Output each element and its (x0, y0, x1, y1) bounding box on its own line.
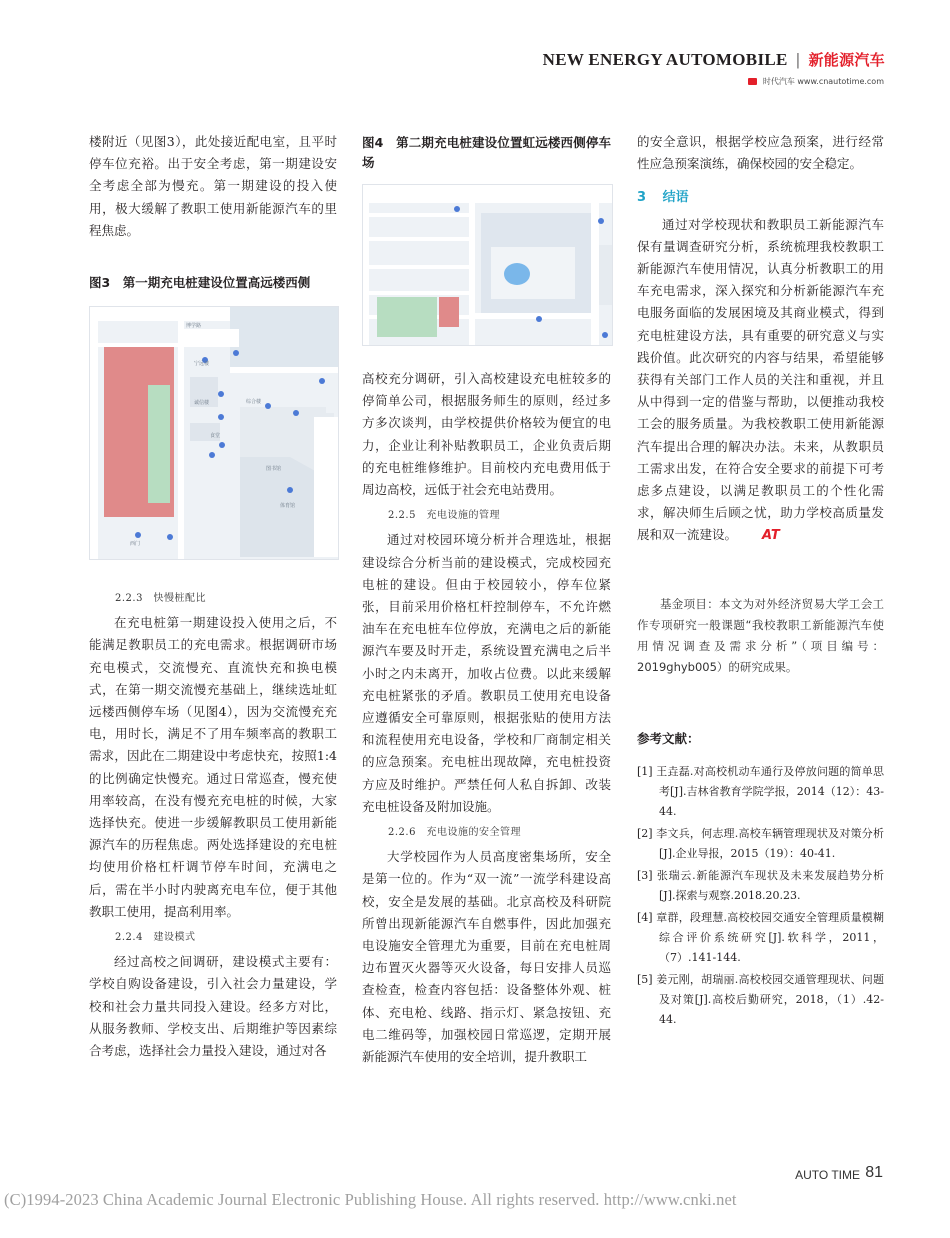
fig4-green-area (377, 297, 437, 337)
fig3-label-a: 综合楼 (246, 399, 262, 405)
journal-title-en: NEW ENERGY AUTOMOBILE (542, 50, 788, 69)
heading-2-2-6: 2.2.6 充电设施的安全管理 (388, 827, 521, 839)
fig3-label-building2: 诚信楼 (194, 400, 210, 406)
fig4-pond (504, 263, 530, 285)
col1-paragraph-2-2-3: 在充电桩第一期建设投入使用之后，不能满足教职员工的充电需求。根据调研市场充电模式，交流慢充、直流快充和换电模式，在第一期交流慢充基础上，继续选址虹远楼西侧停车场（见图4），因为交流慢充充电，用时长，满足不了用车频率高的教职工需求，因此在二期建设中考虑快充，按照1:4的比例确定快慢充。通过日常巡查，慢充使用率较高，在没有慢充充电桩的时候，大家选择快充。使进一步缓解教职员工使用新能源汽车的历程焦虑。两处选择建设的充电桩均使用价格杠杆调节停车时间，充满电之后，需在半小时内驶离充电车位，便于其他教职工使用，提高利用率。 (89, 615, 337, 919)
col2-paragraph-2-2-6: 大学校园作为人员高度密集场所，安全是第一位的。作为“双一流”一流学科建设高校，安全是发展的基础。北京高校及科研院所曾出现新能源汽车自燃事件，因此加强充电设施安全管理尤为重要，目前在充电桩周边布置灭火器等灭火设备，每日安排人员巡查检查，检查内容包括：设备整体外观、桩体、充电枪、线路、指示灯、紧急按钮、充电二维码等，加强校园日常巡逻，定期开展新能源汽车使用的安全培训，提升教职工 (362, 849, 611, 1065)
figure-4-caption: 图4 第二期充电桩建设位置虹远楼西侧停车场 (362, 135, 611, 170)
copyright-line: (C)1994-2023 China Academic Journal Electronic Publishing House. All rights reserved. http://www.cnki.net (4, 1190, 737, 1209)
col3-paragraph-continued: 的安全意识，根据学校应急预案，进行经常性应急预案演练，确保校园的安全稳定。 (637, 134, 884, 172)
page-number: 81 (865, 1164, 883, 1181)
footer-journal-label: AUTO TIME (795, 1168, 860, 1182)
journal-title-cn: 新能源汽车 (808, 51, 885, 69)
figure-3-map (89, 306, 339, 560)
brand-logo-icon (748, 78, 757, 85)
end-mark-logo: AT (762, 528, 780, 544)
fig3-label-road: 博学路 (186, 323, 202, 329)
header-separator: | (796, 50, 800, 69)
journal-brand-line (748, 76, 884, 87)
col2-paragraph-2-2-5: 通过对校园环境分析并合理选址，根据建设综合分析当前的建设模式，完成校园充电桩的建设。但由于校园较小，停车位紧张，目前采用价格杠杆控制停车，不允许燃油车在充电桩车位停放，充满电之后的新能源汽车要及时开走，系统设置充满电之后半小时之内未离开，加收占位费。以此来缓解充电桩紧张的矛盾。教职员工使用充电设备应遵循安全可靠原则，根据张贴的使用方法和流程使用充电设备，学校和厂商制定相关的应急预案。充电桩出现故障，充电桩投资方应及时维护。严禁任何人私自拆卸、改装充电桩设备及附加设施。 (362, 532, 611, 814)
column-1 (89, 131, 337, 293)
heading-2-2-5: 2.2.5 充电设施的管理 (388, 510, 500, 522)
col1-paragraph-1: 楼附近（见图3），此处接近配电室，且平时停车位充裕。出于安全考虑，第一期建设安全考虑全部为慢充。第一期建设的投入使用，极大缓解了教职工使用新能源汽车的里程焦虑。 (89, 134, 337, 238)
fig3-green-area (148, 385, 170, 503)
column-1-lower (89, 584, 337, 1062)
column-2-top (362, 133, 611, 173)
journal-header (543, 49, 885, 70)
fig3-label-b: 食堂 (210, 433, 221, 439)
fig3-label-building1: 宁远楼 (194, 361, 210, 367)
figure-4-map-graphic (363, 185, 612, 345)
brand-site[interactable]: www.cnautotime.com (797, 77, 884, 86)
reference-item-4: [4] 章群，段理慧.高校校园交通安全管理质量模糊综合评价系统研究[J].软科学，2011，（7）.141-144. (637, 910, 884, 964)
reference-item-2: [2] 李文兵，何志理.高校车辆管理现状及对策分析[J].企业导报，2015（19）：40-41. (637, 826, 884, 860)
reference-item-5: [5] 姜元刚，胡瑞丽.高校校园交通管理现状、问题及对策[J].高校后勤研究，2018，（1）.42-44. (637, 972, 884, 1026)
heading-2-2-4: 2.2.4 建设模式 (115, 932, 196, 944)
fig3-label-d: 体育馆 (280, 503, 296, 509)
conclusion-paragraph (637, 214, 884, 548)
section-number: 3 (637, 190, 647, 206)
section-3-heading (637, 187, 884, 209)
col2-paragraph-continued: 高校充分调研，引入高校建设充电桩较多的停简单公司，根据服务师生的原则，经过多方多次谈判，由学校提供价格较为便宜的电力，企业让利补贴教职员工，企业负责后期的充电桩维修维护。目前校内充电费用低于周边高校，远低于社会充电站费用。 (362, 371, 611, 498)
column-3 (637, 131, 884, 1032)
reference-item-3: [3] 张瑞云.新能源汽车现状及未来发展趋势分析[J].探索与观察.2018.20.23. (637, 868, 884, 902)
fig4-parking-red (439, 297, 459, 327)
conclusion-text: 通过对学校现状和教职员工新能源汽车保有量调查研究分析，系统梳理我校教职工新能源汽车使用情况，认真分析教职工的用车充电需求，深入探究和分析新能源汽车充电服务面临的发展困境及其商业模式，得到充电桩建设方法，具有重要的研究意义与实践价值。此次研究的内容与结果，希望能够获得有关部门工作人员的关注和重视，并且从中得到一定的借鉴与帮助，以便推动我校工会的服务质量。为我校教职工使用新能源汽车提出合理的解决办法。未来，从教职员工需求出发，在符合安全要求的前提下可考虑多点建设，以满足教职员工的个性化需求，解决师生后顾之忧，助力学校高质量发展和双一流建设。 (637, 216, 884, 543)
fund-note: 基金项目：本文为对外经济贸易大学工会工作专项研究一般课题“我校教职工新能源汽车使用情况调查及需求分析”（项目编号：2019ghyb005）的研究成果。 (637, 596, 884, 674)
brand-name: 时代汽车 (762, 77, 795, 86)
heading-2-2-3: 2.2.3 快慢桩配比 (115, 593, 206, 604)
figure-4-map (362, 184, 613, 346)
section-title: 结语 (662, 190, 689, 206)
figure-3-caption: 图3 第一期充电桩建设位置高远楼西侧 (89, 275, 311, 291)
figure-3-map-graphic (90, 307, 338, 559)
column-2-lower (362, 368, 611, 1068)
reference-item-1: [1] 王垚磊.对高校机动车通行及停放问题的简单思考[J].吉林省教育学院学报，2014（12）：43-44. (637, 764, 884, 818)
fig3-label-gate: 西门 (130, 541, 141, 547)
fig3-label-c: 图书馆 (266, 466, 282, 472)
references-title: 参考文献： (637, 730, 700, 746)
col1-paragraph-2-2-4: 经过高校之间调研，建设模式主要有：学校自购设备建设，引入社会力量建设，学校和社会力量共同投入建设。经多方对比，从服务教师、学校支出、后期维护等因素综合考虑，选择社会力量投入建设，通过对各 (89, 954, 337, 1059)
